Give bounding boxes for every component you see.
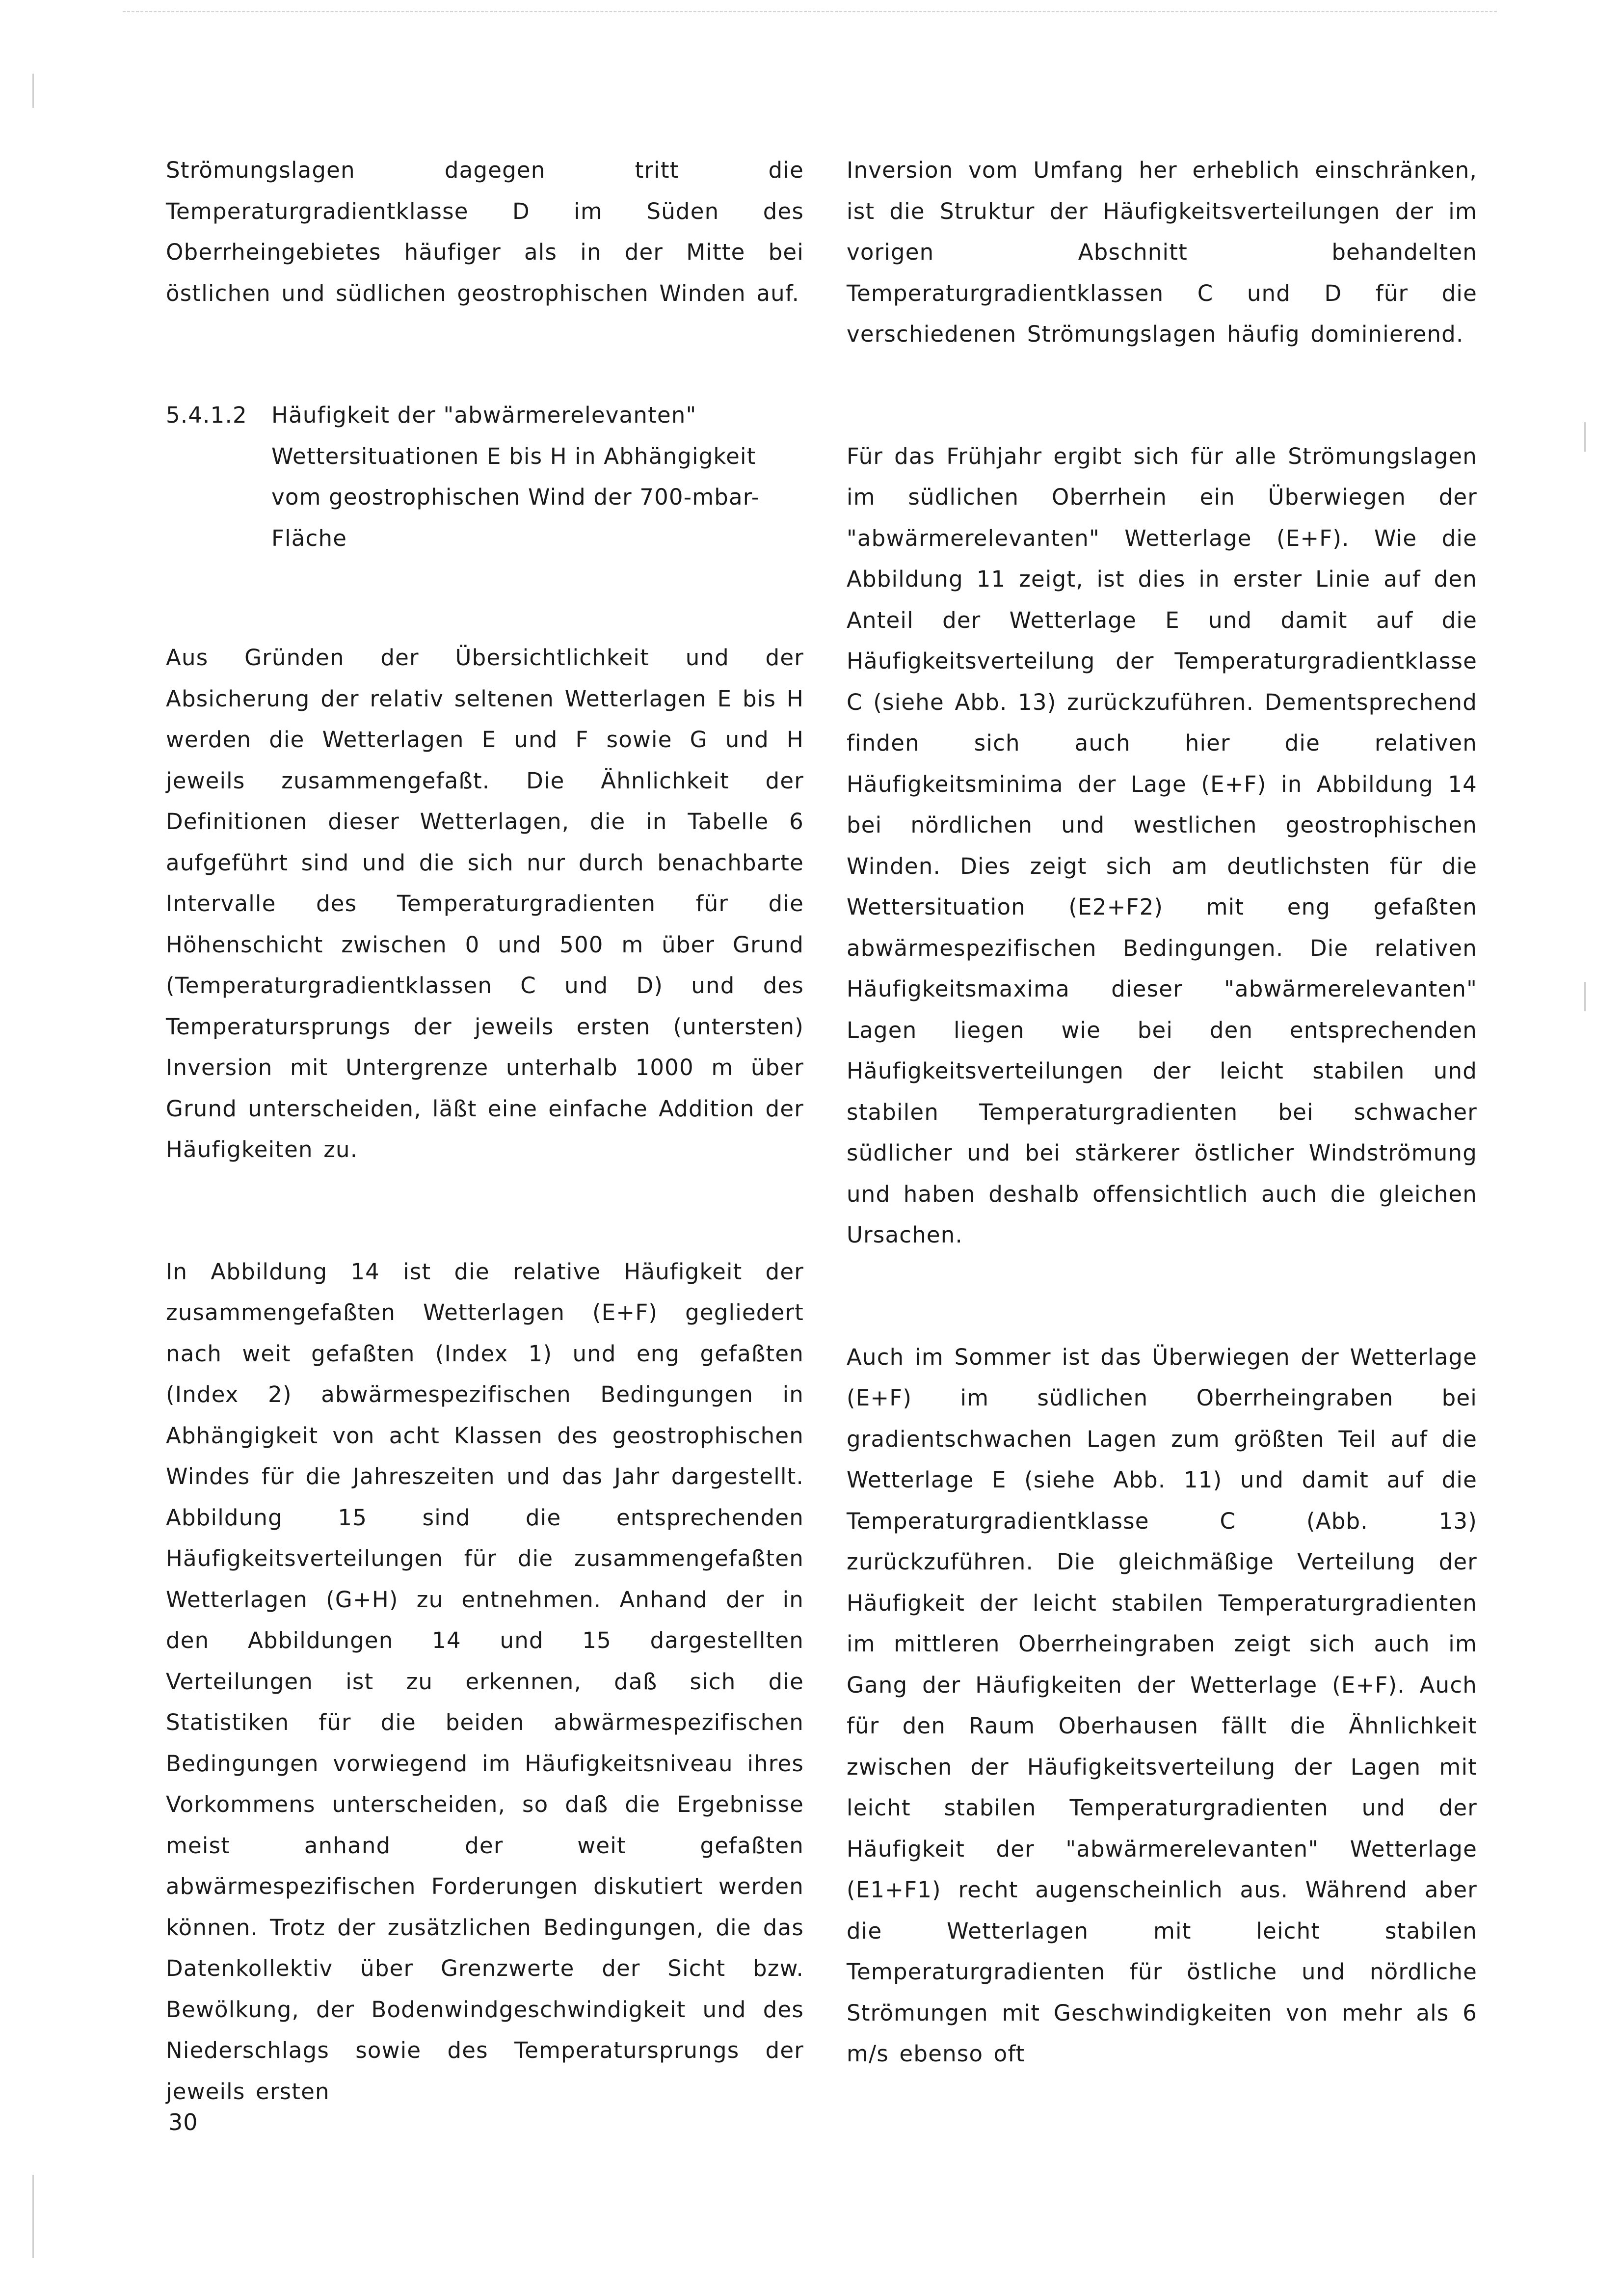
- left-scan-mark-bottom: [32, 2175, 34, 2258]
- right-scan-mark: [1584, 422, 1586, 452]
- right-paragraph-3: Auch im Sommer ist das Überwiegen der Wetterlage (E+F) im südlichen Oberrheingraben bei gradientschwachen Lagen zum größten Teil auf die Wetterlage E (siehe Abb. 11) und damit auf die Temperaturgradientklasse C (Abb. 13) zurückzuführen. Die gleichmäßige Verteilung der Häufigkeit der leicht stabilen Temperaturgradienten im mittleren Oberrheingraben zeigt sich auch im Gang der Häufigkeiten der Wetterlage (E+F). Auch für den Raum Oberhausen fällt die Ähnlichkeit zwischen der Häufigkeitsverteilung der Lagen mit leicht stabilen Temperaturgradienten und der Häufigkeit der "abwärmerelevanten" Wetterlage (E1+F1) recht augenscheinlich aus. Während aber die Wetterlagen mit leicht stabilen Temperaturgradienten für östliche und nördliche Strömungen mit Geschwindigkeiten von mehr als 6 m/s ebenso oft: [847, 1344, 1477, 2067]
- left-scan-mark: [32, 74, 34, 108]
- right-paragraph-2: Für das Frühjahr ergibt sich für alle Strömungslagen im südlichen Oberrhein ein Überwiegen der "abwärmerelevanten" Wetterlage (E+F). Wie die Abbildung 11 zeigt, ist dies in erster Linie auf den Anteil der Wetterlage E und damit auf die Häufigkeitsverteilung der Temperaturgradientklasse C (siehe Abb. 13) zurückzuführen. Dementsprechend finden sich auch hier die relativen Häufigkeitsminima der Lage (E+F) in Abbildung 14 bei nördlichen und westlichen geostrophischen Winden. Dies zeigt sich am deutlichsten für die Wettersituation (E2+F2) mit eng gefaßten abwärmespezifischen Bedingungen. Die relativen Häufigkeitsmaxima dieser "abwärmerelevanten" Lagen liegen wie bei den entsprechenden Häufigkeitsverteilungen der leicht stabilen und stabilen Temperaturgradienten bei schwacher südlicher und bei stärkerer östlicher Windströmung und haben deshalb offensichtlich auch die gleichen Ursachen.: [847, 443, 1477, 1248]
- section-heading: [166, 395, 804, 559]
- left-column: [166, 150, 804, 2193]
- left-paragraph-1: Strömungslagen dagegen tritt die Temperaturgradientklasse D im Süden des Oberrheingebietes häufiger als in der Mitte bei östlichen und südlichen geostrophischen Winden auf.: [166, 157, 804, 306]
- top-scan-rule: [123, 11, 1497, 12]
- right-paragraph-1: Inversion vom Umfang her erheblich einschränken, ist die Struktur der Häufigkeitsverteilungen der im vorigen Abschnitt behandelten Temperaturgradientklassen C und D für die verschiedenen Strömungslagen häufig dominierend.: [847, 157, 1477, 347]
- section-number: 5.4.1.2: [166, 402, 247, 428]
- left-paragraph-2: Aus Gründen der Übersichtlichkeit und der Absicherung der relativ seltenen Wetterlagen E bis H werden die Wetterlagen E und F sowie G und H jeweils zusammengefaßt. Die Ähnlichkeit der Definitionen dieser Wetterlagen, die in Tabelle 6 aufgeführt sind und die sich nur durch benachbarte Intervalle des Temperaturgradienten für die Höhenschicht zwischen 0 und 500 m über Grund (Temperaturgradientklassen C und D) und des Temperatursprungs der jeweils ersten (untersten) Inversion mit Untergrenze unterhalb 1000 m über Grund unterscheiden, läßt eine einfache Addition der Häufigkeiten zu.: [166, 645, 804, 1162]
- section-title: Häufigkeit der "abwärmerelevanten" Wettersituationen E bis H in Abhängigkeit vom geostrophischen Wind der 700-mbar-Fläche: [271, 402, 760, 551]
- left-paragraph-3: In Abbildung 14 ist die relative Häufigkeit der zusammengefaßten Wetterlagen (E+F) gegliedert nach weit gefaßten (Index 1) und eng gefaßten (Index 2) abwärmespezifischen Bedingungen in Abhängigkeit von acht Klassen des geostrophischen Windes für die Jahreszeiten und das Jahr dargestellt. Abbildung 15 sind die entsprechenden Häufigkeitsverteilungen für die zusammengefaßten Wetterlagen (G+H) zu entnehmen. Anhand der in den Abbildungen 14 und 15 dargestellten Verteilungen ist zu erkennen, daß sich die Statistiken für die beiden abwärmespezifischen Bedingungen vorwiegend im Häufigkeitsniveau ihres Vorkommens unterscheiden, so daß die Ergebnisse meist anhand der weit gefaßten abwärmespezifischen Forderungen diskutiert werden können. Trotz der zusätzlichen Bedingungen, die das Datenkollektiv über Grenzwerte der Sicht bzw. Bewölkung, der Bodenwindgeschwindigkeit und des Niederschlags sowie des Temperatursprungs der jeweils ersten: [166, 1258, 804, 2105]
- page-number: 30: [168, 2109, 198, 2135]
- right-scan-mark-lower: [1584, 982, 1586, 1011]
- right-column: [847, 150, 1477, 2156]
